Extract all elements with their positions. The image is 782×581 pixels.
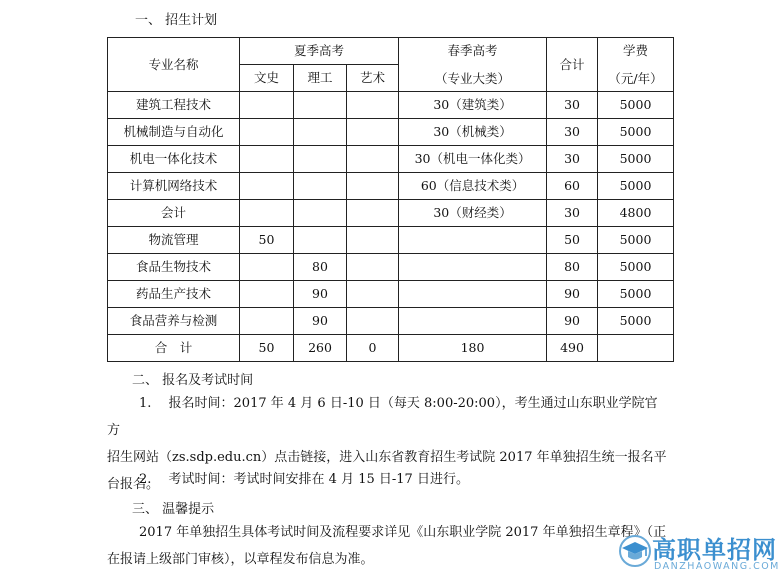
cell-fee: 5000: [598, 119, 674, 146]
cell-major: 会计: [108, 200, 240, 227]
cell-yi: [347, 254, 399, 281]
section2-item1-line1: 1. 报名时间：2017 年 4 月 6 日-10 日（每天 8:00-20:00），考生通过山东职业学院官方: [107, 396, 658, 438]
cell-major: 药品生产技术: [108, 281, 240, 308]
cell-yi: [347, 227, 399, 254]
cell-spring: [399, 254, 547, 281]
cell-major: 建筑工程技术: [108, 92, 240, 119]
cell-spring: 180: [399, 335, 547, 362]
cell-total: 30: [547, 200, 598, 227]
table-row: [108, 254, 674, 281]
cell-fee: [598, 335, 674, 362]
graduation-cap-icon: [618, 534, 652, 568]
cell-total: 90: [547, 281, 598, 308]
cell-wen: [240, 119, 294, 146]
header-wen: 文史: [240, 65, 294, 92]
cell-wen: [240, 173, 294, 200]
header-spring-line2: （专业大类）: [435, 70, 511, 86]
section3-line2: 在报请上级部门审核），以章程发布信息为准。: [107, 552, 374, 567]
section2-item1-line3: 台报名。: [107, 477, 160, 492]
cell-spring: [399, 281, 547, 308]
cell-li: 260: [294, 335, 347, 362]
cell-li: [294, 227, 347, 254]
cell-spring: 60（信息技术类）: [399, 173, 547, 200]
table-row: [108, 119, 674, 146]
section3-heading: 三、 温馨提示: [132, 502, 215, 517]
cell-spring: 30（机械类）: [399, 119, 547, 146]
header-summer: 夏季高考: [240, 38, 399, 65]
cell-total: 30: [547, 119, 598, 146]
header-fee-line1: 学费: [623, 42, 649, 58]
cell-li: 90: [294, 281, 347, 308]
table-row: [108, 308, 674, 335]
table-row: [108, 92, 674, 119]
cell-yi: [347, 308, 399, 335]
cell-fee: 5000: [598, 173, 674, 200]
cell-wen: [240, 146, 294, 173]
cell-fee: 5000: [598, 227, 674, 254]
cell-major: 机电一体化技术: [108, 146, 240, 173]
cell-wen: [240, 92, 294, 119]
cell-yi: [347, 92, 399, 119]
section3-line1: 2017 年单独招生具体考试时间及流程要求详见《山东职业学院 2017 年单独招生章程》（正: [139, 525, 667, 540]
cell-li: [294, 200, 347, 227]
table-row: [108, 200, 674, 227]
cell-yi: [347, 119, 399, 146]
cell-yi: [347, 281, 399, 308]
section2-item1-line2: 招生网站（zs.sdp.edu.cn）点击链接，进入山东省教育招生考试院 2017 年单独招生统一报名平: [107, 450, 667, 465]
cell-li: [294, 92, 347, 119]
header-yi: 艺术: [347, 65, 399, 92]
section1-heading: 一、 招生计划: [135, 13, 218, 28]
header-major: 专业名称: [108, 38, 240, 92]
cell-fee: 5000: [598, 92, 674, 119]
cell-major: 合 计: [108, 335, 240, 362]
cell-fee: 5000: [598, 308, 674, 335]
cell-wen: 50: [240, 227, 294, 254]
cell-li: 80: [294, 254, 347, 281]
cell-total: 490: [547, 335, 598, 362]
table-row: [108, 281, 674, 308]
cell-total: 80: [547, 254, 598, 281]
cell-li: [294, 173, 347, 200]
cell-total: 30: [547, 92, 598, 119]
table-row: [108, 146, 674, 173]
section3-text: [107, 519, 667, 573]
cell-major: 食品生物技术: [108, 254, 240, 281]
cell-yi: [347, 200, 399, 227]
section2-heading: 二、 报名及考试时间: [132, 373, 254, 388]
cell-wen: 50: [240, 335, 294, 362]
cell-li: [294, 119, 347, 146]
cell-total: 90: [547, 308, 598, 335]
cell-li: 90: [294, 308, 347, 335]
cell-major: 机械制造与自动化: [108, 119, 240, 146]
cell-fee: 4800: [598, 200, 674, 227]
cell-major: 物流管理: [108, 227, 240, 254]
table-row: [108, 227, 674, 254]
cell-fee: 5000: [598, 281, 674, 308]
cell-spring: [399, 308, 547, 335]
cell-wen: [240, 281, 294, 308]
header-spring: [399, 38, 547, 92]
section2-item2: 2. 考试时间：考试时间安排在 4 月 15 日-17 日进行。: [139, 472, 469, 487]
cell-yi: [347, 173, 399, 200]
cell-yi: [347, 146, 399, 173]
header-spring-line1: 春季高考: [447, 42, 498, 58]
cell-li: [294, 146, 347, 173]
header-fee: [598, 38, 674, 92]
watermark: [612, 530, 782, 581]
cell-fee: 5000: [598, 254, 674, 281]
watermark-text-en: DANZHAOWANG.COM: [654, 561, 780, 572]
top-cut-text: [250, 0, 550, 3]
cell-major: 食品营养与检测: [108, 308, 240, 335]
cell-spring: 30（建筑类）: [399, 92, 547, 119]
cell-yi: 0: [347, 335, 399, 362]
cell-fee: 5000: [598, 146, 674, 173]
cell-wen: [240, 308, 294, 335]
cell-spring: [399, 227, 547, 254]
table-row: [108, 173, 674, 200]
cell-spring: 30（机电一体化类）: [399, 146, 547, 173]
cell-wen: [240, 254, 294, 281]
header-li: 理工: [294, 65, 347, 92]
header-fee-line2: （元/年）: [608, 70, 663, 86]
table-row-total: [108, 335, 674, 362]
cell-total: 30: [547, 146, 598, 173]
cell-spring: 30（财经类）: [399, 200, 547, 227]
cell-total: 50: [547, 227, 598, 254]
enrollment-plan-table: [107, 37, 674, 362]
cell-wen: [240, 200, 294, 227]
cell-total: 60: [547, 173, 598, 200]
watermark-text-cn: 高职单招网: [652, 536, 777, 564]
cell-major: 计算机网络技术: [108, 173, 240, 200]
header-total: 合计: [547, 38, 598, 92]
